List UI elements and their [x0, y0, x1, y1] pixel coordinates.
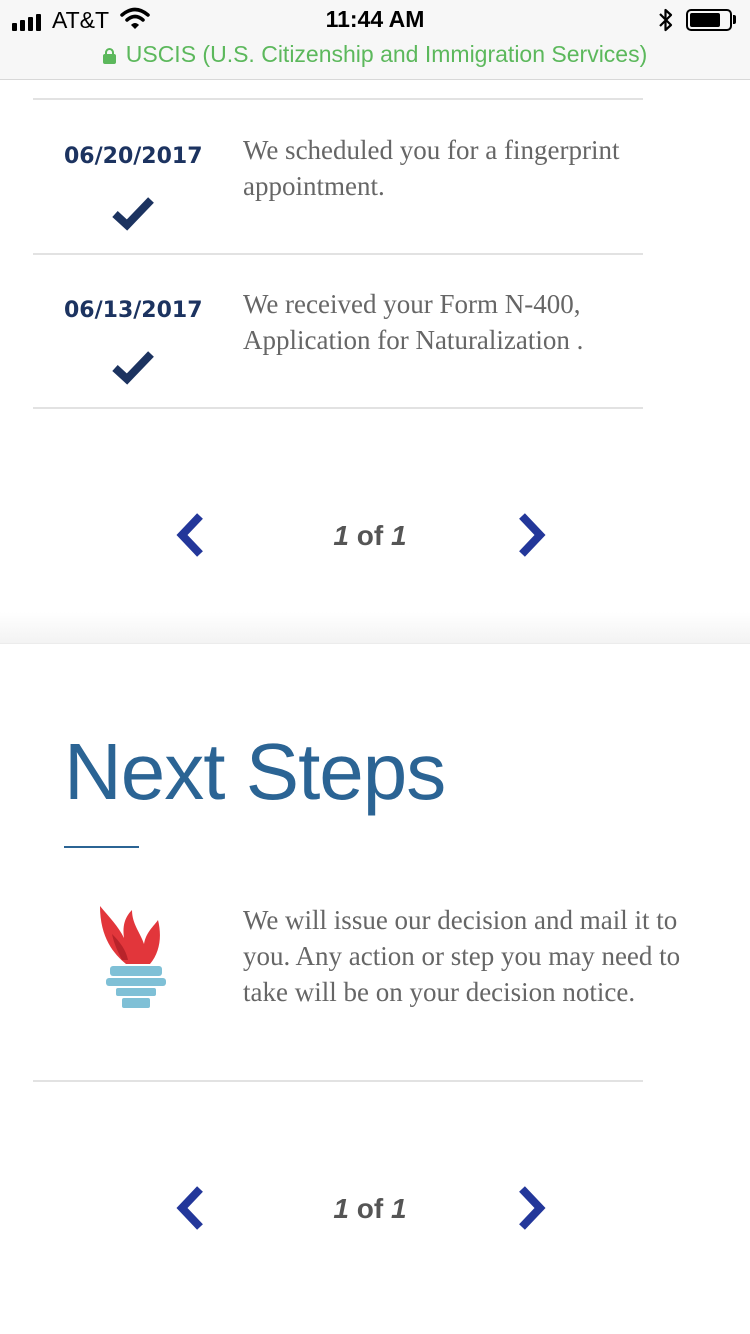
- carrier-name: AT&T: [52, 7, 110, 33]
- lock-icon: [103, 48, 116, 64]
- page-indicator: [0, 520, 740, 552]
- total-pages: 1: [391, 1193, 407, 1224]
- entry-date: 06/13/2017: [64, 298, 203, 323]
- divider: [33, 98, 643, 100]
- current-page: 1: [333, 1193, 349, 1224]
- divider: [33, 1080, 643, 1082]
- divider: [33, 253, 643, 255]
- page-of-label: of: [356, 520, 384, 551]
- entry-date: 06/20/2017: [64, 144, 203, 169]
- next-steps-description: We will issue our decision and mail it to you. Any action or step you may need to take will be on your decision notice.: [243, 905, 681, 1007]
- entry-description: We received your Form N-400, Application for Naturalization .: [243, 289, 584, 355]
- site-title[interactable]: USCIS (U.S. Citizenship and Immigration Services): [125, 41, 648, 67]
- next-steps-heading: Next Steps: [64, 727, 446, 816]
- torch-icon: [96, 902, 170, 1012]
- clock: 11:44 AM: [325, 6, 425, 32]
- battery-icon: [686, 9, 732, 31]
- entry-description: We scheduled you for a fingerprint appointment.: [243, 135, 620, 201]
- checkmark-icon: [111, 196, 155, 232]
- next-steps-pagination: [0, 1185, 750, 1235]
- heading-underline: [64, 846, 139, 848]
- history-pagination: [0, 512, 750, 562]
- current-page: 1: [333, 520, 349, 551]
- battery-tip: [733, 15, 736, 24]
- checkmark-icon: [111, 350, 155, 386]
- divider: [33, 407, 643, 409]
- site-address[interactable]: [0, 41, 750, 68]
- address-bar[interactable]: [0, 40, 750, 80]
- status-bar: [0, 0, 750, 40]
- bluetooth-icon: [657, 7, 675, 33]
- section-separator: [0, 612, 750, 644]
- page-of-label: of: [356, 1193, 384, 1224]
- next-page-button[interactable]: [514, 512, 550, 558]
- next-page-button[interactable]: [514, 1185, 550, 1231]
- page-indicator: [0, 1193, 740, 1225]
- total-pages: 1: [391, 520, 407, 551]
